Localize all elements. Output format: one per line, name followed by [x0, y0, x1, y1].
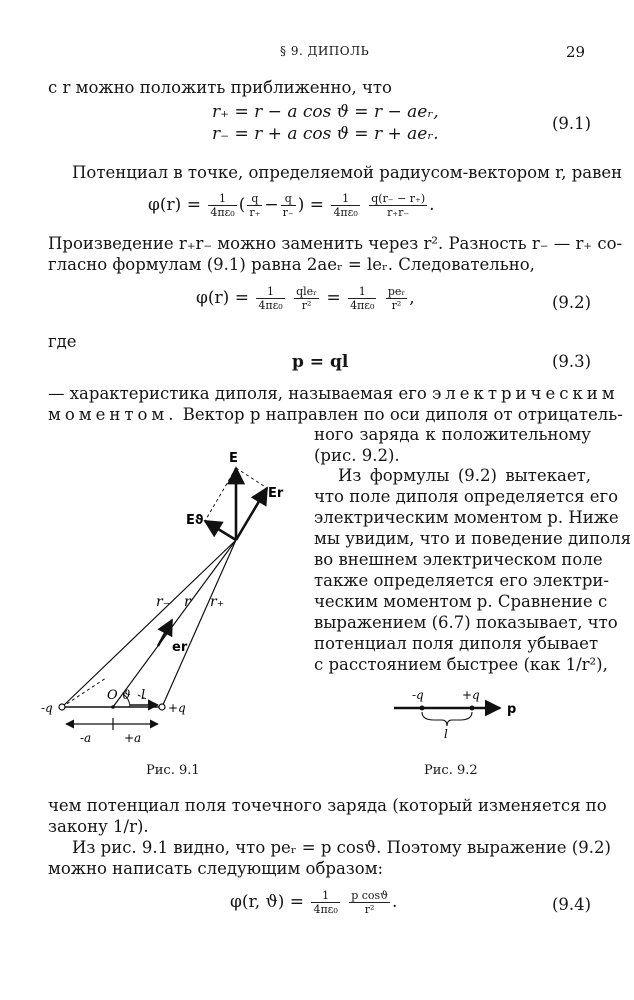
q-over-rminus — [281, 192, 296, 219]
page-number: 29 — [566, 43, 586, 61]
q-over-rplus — [247, 192, 262, 219]
fraction-numerator: q — [247, 192, 262, 206]
coefficient-fraction — [311, 889, 339, 916]
wrap-line-1: ного заряда к положительному — [314, 425, 591, 444]
label-plus-q: +q — [168, 701, 186, 715]
fraction-numerator: 1 — [208, 192, 236, 206]
figure-9-1-diagram — [40, 448, 310, 748]
coefficient-fraction — [348, 285, 376, 312]
label-p: p — [507, 702, 517, 717]
label-er: er — [172, 640, 188, 655]
fraction-numerator: p cosϑ — [351, 889, 389, 902]
parallelogram-dashed-line — [236, 468, 267, 488]
label-theta: ϑ — [122, 688, 131, 702]
r-plus-line — [162, 540, 236, 707]
fraction-numerator: 1 — [331, 192, 359, 206]
Er-vector — [236, 488, 267, 540]
after-line-4: можно написать следующим образом: — [48, 859, 384, 878]
fraction-numerator: q — [281, 192, 296, 206]
negative-charge — [420, 706, 425, 711]
phi-symbol: φ(r, ϑ) — [230, 892, 285, 912]
label-Er: Er — [268, 486, 284, 501]
label-r: r — [184, 594, 191, 610]
label-minus-q: -q — [412, 688, 424, 702]
r-minus-line — [62, 540, 236, 707]
equation-9-1-line-2: r₋ = r + a cos ϑ = r + aeᵣ. — [212, 124, 439, 144]
label-r-minus: r₋ — [156, 594, 171, 610]
positive-charge — [470, 706, 475, 711]
negative-charge — [59, 704, 65, 710]
potential-line: Потенциал в точке, определяемой радиусом-вектором r, равен — [72, 163, 623, 182]
parallelogram-dashed-line — [205, 468, 236, 521]
spaced-term-moment: моментом. — [48, 405, 178, 424]
product-line-1: Произведение r₊r₋ можно заменить через r². Разность r₋ — r₊ со- — [48, 234, 623, 253]
where-word: где — [48, 332, 77, 351]
figure-9-2-caption: Рис. 9.2 — [424, 763, 478, 778]
equation-9-3-number: (9.3) — [552, 352, 592, 371]
label-Etheta: Eϑ — [186, 513, 204, 528]
qle-fraction — [294, 285, 319, 312]
fraction-numerator: 1 — [311, 889, 339, 903]
characteristic-line-1 — [48, 384, 619, 404]
l-brace — [422, 712, 472, 726]
equation-9-3: p = ql — [292, 352, 349, 372]
equation-9-2-number: (9.2) — [552, 293, 592, 312]
fraction-denominator: r₋ — [282, 206, 294, 219]
r-line — [113, 540, 236, 707]
intro-line: с r можно положить приближенно, что — [48, 78, 392, 97]
wrap-line-7: во внешнем электрическом поле — [314, 550, 603, 569]
potential-equation: φ(r) = $\frac{1}{\text{4πε₀}}$ ( $\frac{q}{r_+}$ − $\frac{q}{r_-}$ ) = $\frac{1}{\text{4πε₀}}$ $\frac{q(r_- - r_+)}{r_+r_-}$ . — [148, 192, 435, 219]
fraction-numerator: 1 — [348, 285, 376, 299]
after-line-2: закону 1/r). — [48, 817, 149, 836]
coefficient-fraction — [256, 285, 284, 312]
product-line-2: гласно формулам (9.1) равна 2aeᵣ = leᵣ. Следовательно, — [48, 255, 535, 274]
equation-9-1-number: (9.1) — [552, 114, 592, 133]
after-line-3: Из рис. 9.1 видно, что peᵣ = p cosϑ. Поэтому выражение (9.2) — [72, 838, 611, 857]
positive-charge — [159, 704, 165, 710]
equation-9-4-number: (9.4) — [552, 895, 592, 914]
fraction-denominator: r₊ — [249, 206, 261, 219]
label-minus-a: -a — [80, 731, 92, 745]
fraction-denominator: 4πε₀ — [333, 206, 358, 219]
label-minus-q: -q — [41, 701, 53, 715]
fraction-denominator: r² — [364, 903, 375, 916]
figure-9-1-caption: Рис. 9.1 — [146, 763, 200, 778]
fraction-denominator: r² — [391, 299, 402, 312]
equation-9-4: φ(r, ϑ) = $\frac{1}{\text{4πε₀}}$ $\frac{\text{p cosϑ}}{\text{r²}}$ . — [230, 889, 398, 916]
spaced-term-electric: электрическим — [432, 384, 619, 403]
wrap-line-12: с расстоянием быстрее (как 1/r²), — [314, 655, 608, 674]
fraction-denominator: 4πε₀ — [210, 206, 235, 219]
characteristic-prefix: — характеристика диполя, называемая его — [48, 384, 427, 403]
fraction-denominator: 4πε₀ — [258, 299, 283, 312]
fraction-numerator: 1 — [256, 285, 284, 299]
running-header: § 9. ДИПОЛЬ — [280, 44, 370, 58]
wrap-line-11: потенциал поля диполя убывает — [314, 634, 599, 653]
wrap-line-3: Из формулы (9.2) вытекает, — [338, 466, 591, 485]
wrap-line-9: ческим моментом p. Сравнение с — [314, 592, 608, 611]
wrap-line-10: выражением (6.7) показывает, что — [314, 613, 618, 632]
center-point — [111, 705, 115, 709]
phi-symbol: φ(r) — [196, 288, 230, 308]
equation-9-2: φ(r) = $\frac{1}{\text{4πε₀}}$ $\frac{\text{qleᵣ}}{\text{r²}}$ = $\frac{1}{\text{4πε₀}}$ $\frac{\text{peᵣ}}{\text{r²}}$ , — [196, 285, 415, 312]
coefficient-fraction — [331, 192, 359, 219]
pe-fraction — [386, 285, 407, 312]
fraction-denominator: 4πε₀ — [313, 903, 338, 916]
coefficient-fraction — [208, 192, 236, 219]
label-plus-q: +q — [462, 688, 480, 702]
wrap-line-4: что поле диполя определяется его — [314, 487, 619, 506]
wrap-line-2: (рис. 9.2). — [314, 446, 400, 465]
pcos-fraction — [349, 889, 390, 916]
fraction-numerator: qleᵣ — [296, 285, 317, 298]
er-arrow — [158, 620, 172, 646]
fraction-denominator: r₊r₋ — [387, 206, 410, 219]
fraction-numerator: q(r₋ − r₊) — [371, 192, 426, 205]
characteristic-rest: Вектор p направлен по оси диполя от отрицатель- — [182, 405, 623, 424]
label-E: E — [229, 451, 238, 466]
wrap-line-6: мы увидим, что и поведение диполя — [314, 529, 632, 548]
wrap-line-5: электрическим моментом p. Ниже — [314, 508, 619, 527]
Etheta-vector — [205, 521, 236, 540]
after-line-1: чем потенциал поля точечного заряда (который изменяется по — [48, 796, 607, 815]
characteristic-line-2 — [48, 405, 623, 425]
fraction-numerator: peᵣ — [387, 285, 406, 298]
wrap-line-8: также определяется его электри- — [314, 571, 609, 590]
figure-9-2-diagram — [388, 688, 528, 740]
phi-symbol: φ(r) — [148, 195, 182, 215]
projection-dashed-line — [62, 678, 106, 707]
equation-9-1-line-1: r₊ = r − a cos ϑ = r − aeᵣ, — [212, 102, 439, 122]
label-r-plus: r₊ — [210, 594, 225, 610]
label-O: O — [107, 688, 118, 703]
label-l: l — [141, 688, 146, 703]
fraction-denominator: 4πε₀ — [350, 299, 375, 312]
difference-fraction — [369, 192, 427, 219]
label-plus-a: +a — [124, 731, 142, 745]
fraction-denominator: r² — [301, 299, 312, 312]
label-l: l — [444, 727, 448, 740]
